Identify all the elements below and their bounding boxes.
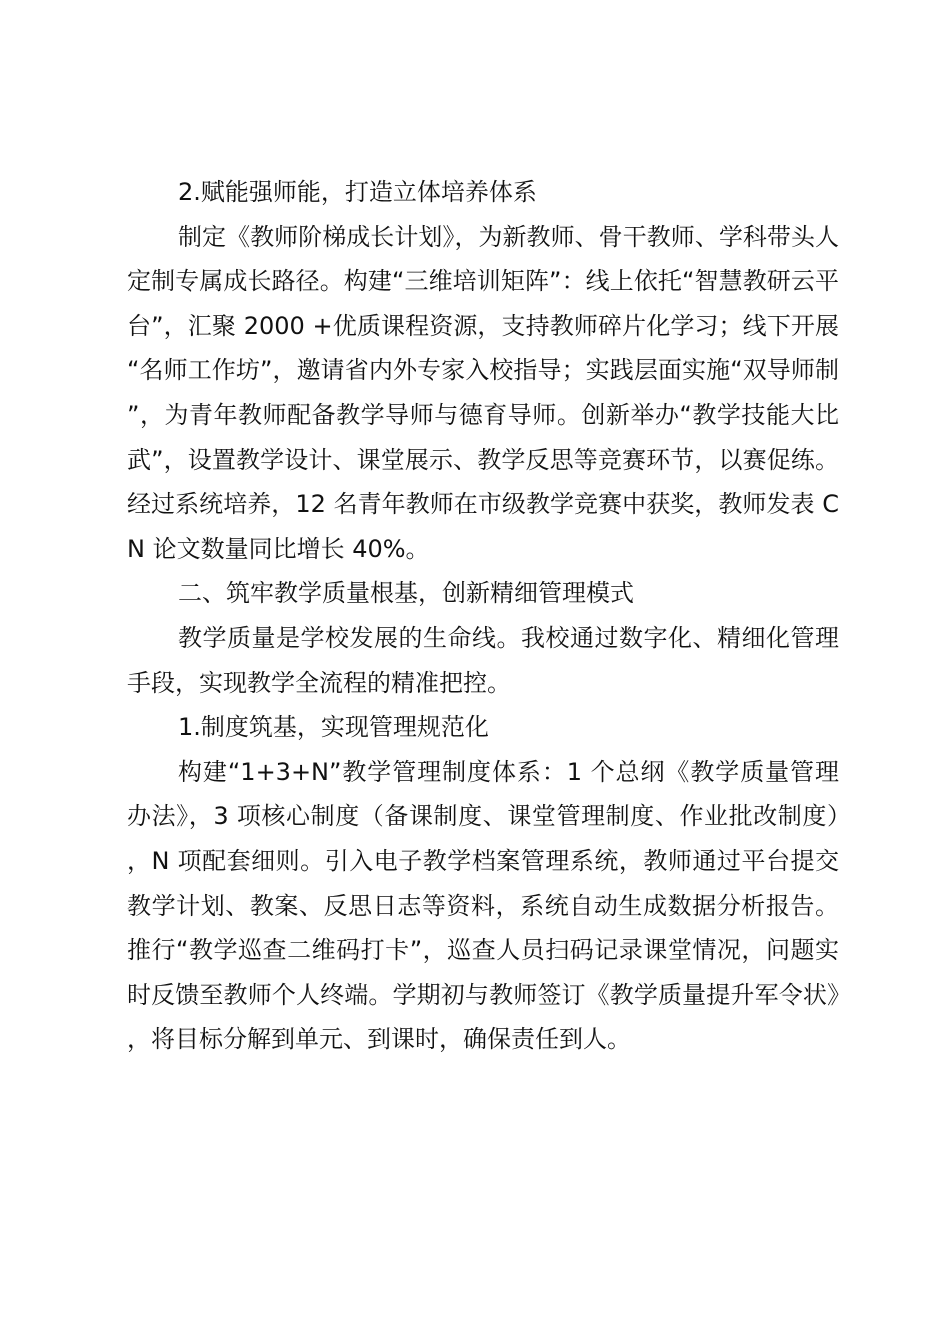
document-body <box>127 170 839 1062</box>
section-heading-empower-teachers: 2.赋能强师能，打造立体培养体系 <box>178 178 537 206</box>
section-heading-system-foundation: 1.制度筑基，实现管理规范化 <box>178 713 489 742</box>
paragraph-teacher-growth-plan: 制定《教师阶梯成长计划》，为新教师、骨干教师、学科带头人定制专属成长路径。构建“三维培训矩阵”：线上依托“智慧教研云平台”，汇聚 2000 +优质课程资源，支持教师碎片化学习；线下开展“名师工作坊”，邀请省内外专家入校指导；实践层面实施“双导师制”，为青年教师配备教学导师与德育导师。创新举办“教学技能大比武”，设置教学设计、课堂展示、教学反思等竞赛环节，以赛促练。经过系统培养，12 名青年教师在市级教学竞赛中获奖，教师发表 CN 论文数量同比增长 40%。 <box>127 222 839 563</box>
paragraph-quality-lifeline: 教学质量是学校发展的生命线。我校通过数字化、精细化管理手段，实现教学全流程的精准把控。 <box>127 623 839 697</box>
section-heading-teaching-quality: 二、筑牢教学质量根基，创新精细管理模式 <box>178 579 634 608</box>
paragraph-management-system: 构建“1+3+N”教学管理制度体系：1 个总纲《教学质量管理办法》，3 项核心制度（备课制度、课堂管理制度、作业批改制度），N 项配套细则。引入电子教学档案管理系统，教师通过平台提交教学计划、教案、反思日志等资料，系统自动生成数据分析报告。推行“教学巡查二维码打卡”，巡查人员扫码记录课堂情况，问题实时反馈至教师个人终端。学期初与教师签订《教学质量提升军令状》，将目标分解到单元、到课时，确保责任到人。 <box>127 757 839 1054</box>
